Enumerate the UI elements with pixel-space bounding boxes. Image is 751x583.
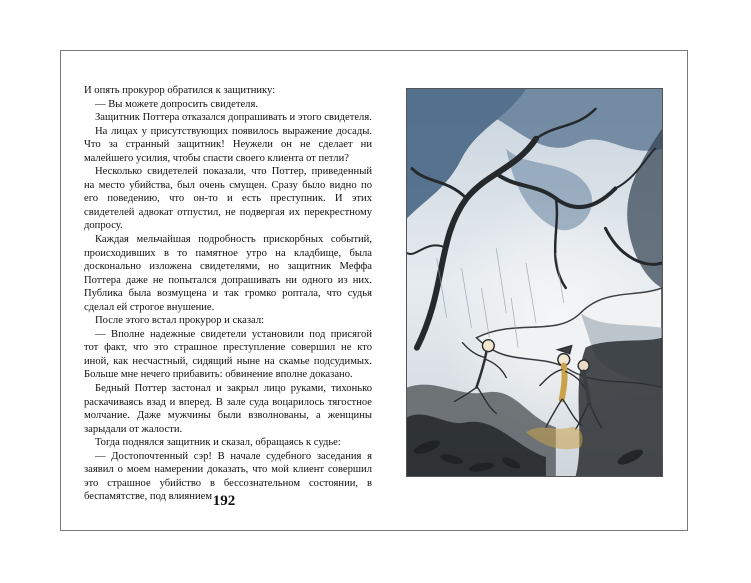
paragraph: После этого встал прокурор и сказал: [95,315,265,327]
page-number: 192 [212,493,236,509]
cave-dark [576,338,662,476]
storm-illustration [406,88,663,477]
paragraph: — Достопочтенный сэр! В начале судебного заседания я заявил о моем намерении доказать, что мой клиент совершил это страшное убийство в бессознательном состоянии, в беспамятстве, под влиянием [84,450,372,503]
paragraph: Каждая мельчайшая подробность прискорбных событий, происходивших в то памятное утро на кладбище, была досконально изложена свидетелями, но защитник Меффа Поттера даже не попытался допрашивать ни одного из них. Публика была возмущена и так громко роптала, что судья сделал ей строгое внушение. [84,234,372,313]
paragraph: Защитник Поттера отказался допрашивать и этого свидетеля. [95,112,372,124]
paragraph: Несколько свидетелей показали, что Поттер, приведенный на место убийства, был очень смущен. Сразу было видно по его поведению, что он-то и есть преступник. И этих свидетелей адвокат отпустил, не подвергая их перекрестному допросу. [84,166,372,232]
paragraph: — Вполне надежные свидетели установили под присягой тот факт, что это страшное преступление совершил не кто иной, как несчастный, сидящий ныне на скамье подсудимых. Больше мне нечего прибавить: обвинение вполне доказано. [84,328,372,381]
paragraph: На лицах у присутствующих появилось выражение досады. Что за странный защитник! Неужели он не сделает ни малейшего усилия, чтобы спасти своего клиента от петли? [84,125,372,164]
paragraph: Бедный Поттер застонал и закрыл лицо руками, тихонько раскачиваясь взад и вперед. В зале суда воцарилось тягостное молчание. Даже мужчины были взволнованы, а женщины зарыдали от жалости. [84,383,372,435]
body-text [84,84,372,504]
paragraph: И опять прокурор обратился к защитнику: [84,85,276,96]
storm-forest-drawing [407,89,662,476]
paragraph: — Вы можете допросить свидетеля. [95,98,258,110]
paragraph: Тогда поднялся защитник и сказал, обращаясь к судье: [95,437,341,449]
